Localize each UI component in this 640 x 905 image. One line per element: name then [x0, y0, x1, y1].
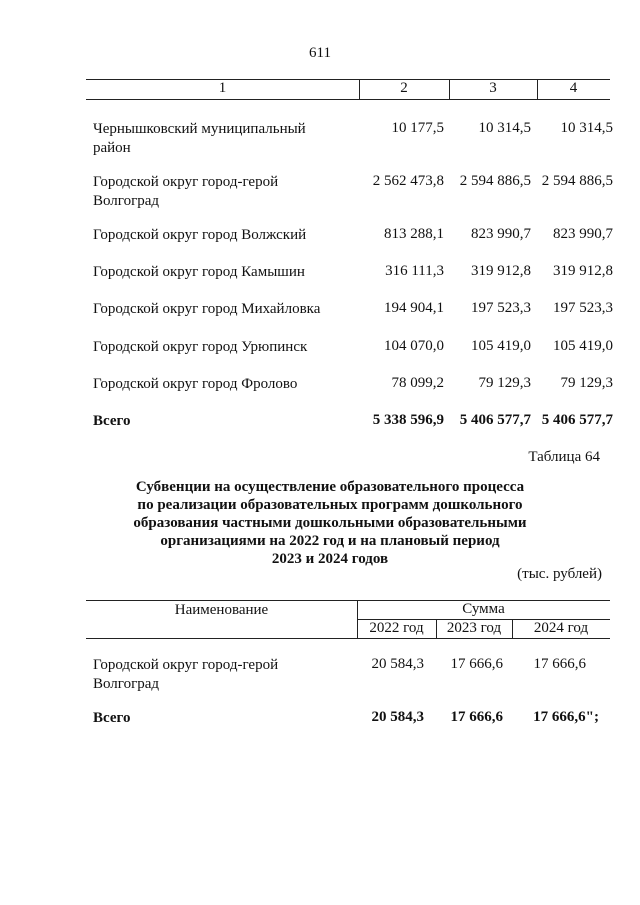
table-title: [120, 478, 540, 568]
table64-row-value-2023: 17 666,6: [450, 656, 503, 672]
units-label: (тыс. рублей): [517, 566, 602, 582]
table1-row-value-2023: 10 314,5: [478, 120, 531, 136]
page-number: 611: [309, 45, 331, 61]
table64-header-year-2022: 2022 год: [369, 620, 424, 636]
table1-total-label: Всего: [93, 413, 131, 429]
table1-header-col4: 4: [569, 80, 578, 96]
table1-header-col3: 3: [489, 80, 497, 96]
table1-row-value-2022: 194 904,1: [384, 300, 444, 316]
table64-header-year-2024: 2024 год: [533, 620, 589, 636]
table1-row-value-2023: 197 523,3: [471, 300, 531, 316]
table1-row-value-2023: 105 419,0: [471, 338, 531, 354]
table-title-line: образования частными дошкольными образовательными: [133, 515, 527, 531]
table1-row-value-2024: 79 129,3: [560, 375, 613, 391]
table1-row-value-2024: 319 912,8: [553, 263, 613, 279]
table1-row-value-2024: 2 594 886,5: [541, 173, 613, 189]
table1-row-value-2023: 823 990,7: [471, 226, 531, 242]
table1-row-name: Городской округ город-герой Волгоград: [93, 174, 279, 209]
table64-total-value-2022: 20 584,3: [371, 709, 424, 725]
table64-total-value-2024: 17 666,6";: [533, 709, 599, 725]
table1-row-value-2023: 2 594 886,5: [459, 173, 531, 189]
table1-row-value-2024: 105 419,0: [553, 338, 613, 354]
table64-header-year-2023: 2023 год: [446, 620, 502, 636]
table64-row-value-2022: 20 584,3: [371, 656, 424, 672]
table1-header-col2: 2: [400, 80, 408, 96]
table1-row-name: Городской округ город Волжский: [93, 227, 307, 243]
table1-row-value-2022: 813 288,1: [384, 226, 444, 242]
table1-header-col1: 1: [218, 80, 227, 96]
table64-row-value-2024: 17 666,6: [533, 656, 586, 672]
table1-total-value-2024: 5 406 577,7: [541, 412, 613, 428]
table64-header-name: Наименование: [174, 602, 269, 618]
table1-row-value-2023: 319 912,8: [471, 263, 531, 279]
table1-row-name: Городской округ город Камышин: [93, 264, 305, 280]
table64-row-name: Городской округ город-герой Волгоград: [93, 657, 279, 692]
table-title-line: 2023 и 2024 годов: [271, 551, 389, 567]
table1-row-name: Городской округ город Михайловка: [93, 301, 321, 317]
table1-row-name: Городской округ город Урюпинск: [93, 339, 308, 355]
table64-header-rule: [86, 638, 610, 639]
table1-total-value-2022: 5 338 596,9: [372, 412, 444, 428]
table-number-label: Таблица 64: [528, 449, 600, 465]
table1-row-value-2023: 79 129,3: [478, 375, 531, 391]
table64-header-sum: Сумма: [462, 601, 505, 617]
table1-row-value-2024: 10 314,5: [560, 120, 613, 136]
table1-row-value-2022: 78 099,2: [391, 375, 444, 391]
table1-row-value-2022: 2 562 473,8: [372, 173, 444, 189]
table-title-line: организациями на 2022 год и на плановый период: [160, 533, 500, 549]
table1-row-name: Чернышковский муниципальный район: [93, 121, 306, 156]
table1-row-value-2022: 10 177,5: [391, 120, 444, 136]
table-title-line: по реализации образовательных программ дошкольного: [137, 497, 523, 513]
table64-total-label: Всего: [93, 710, 131, 726]
table1-header-rule: [86, 99, 610, 100]
table1-row-value-2022: 316 111,3: [385, 263, 444, 279]
table1-row-name: Городской округ город Фролово: [93, 376, 298, 392]
table1-total-value-2023: 5 406 577,7: [459, 412, 531, 428]
table-title-line: Субвенции на осуществление образовательного процесса: [135, 479, 525, 495]
table1-row-value-2024: 197 523,3: [553, 300, 613, 316]
table64-total-value-2023: 17 666,6: [450, 709, 503, 725]
table1-row-value-2022: 104 070,0: [384, 338, 444, 354]
table1-row-value-2024: 823 990,7: [553, 226, 613, 242]
